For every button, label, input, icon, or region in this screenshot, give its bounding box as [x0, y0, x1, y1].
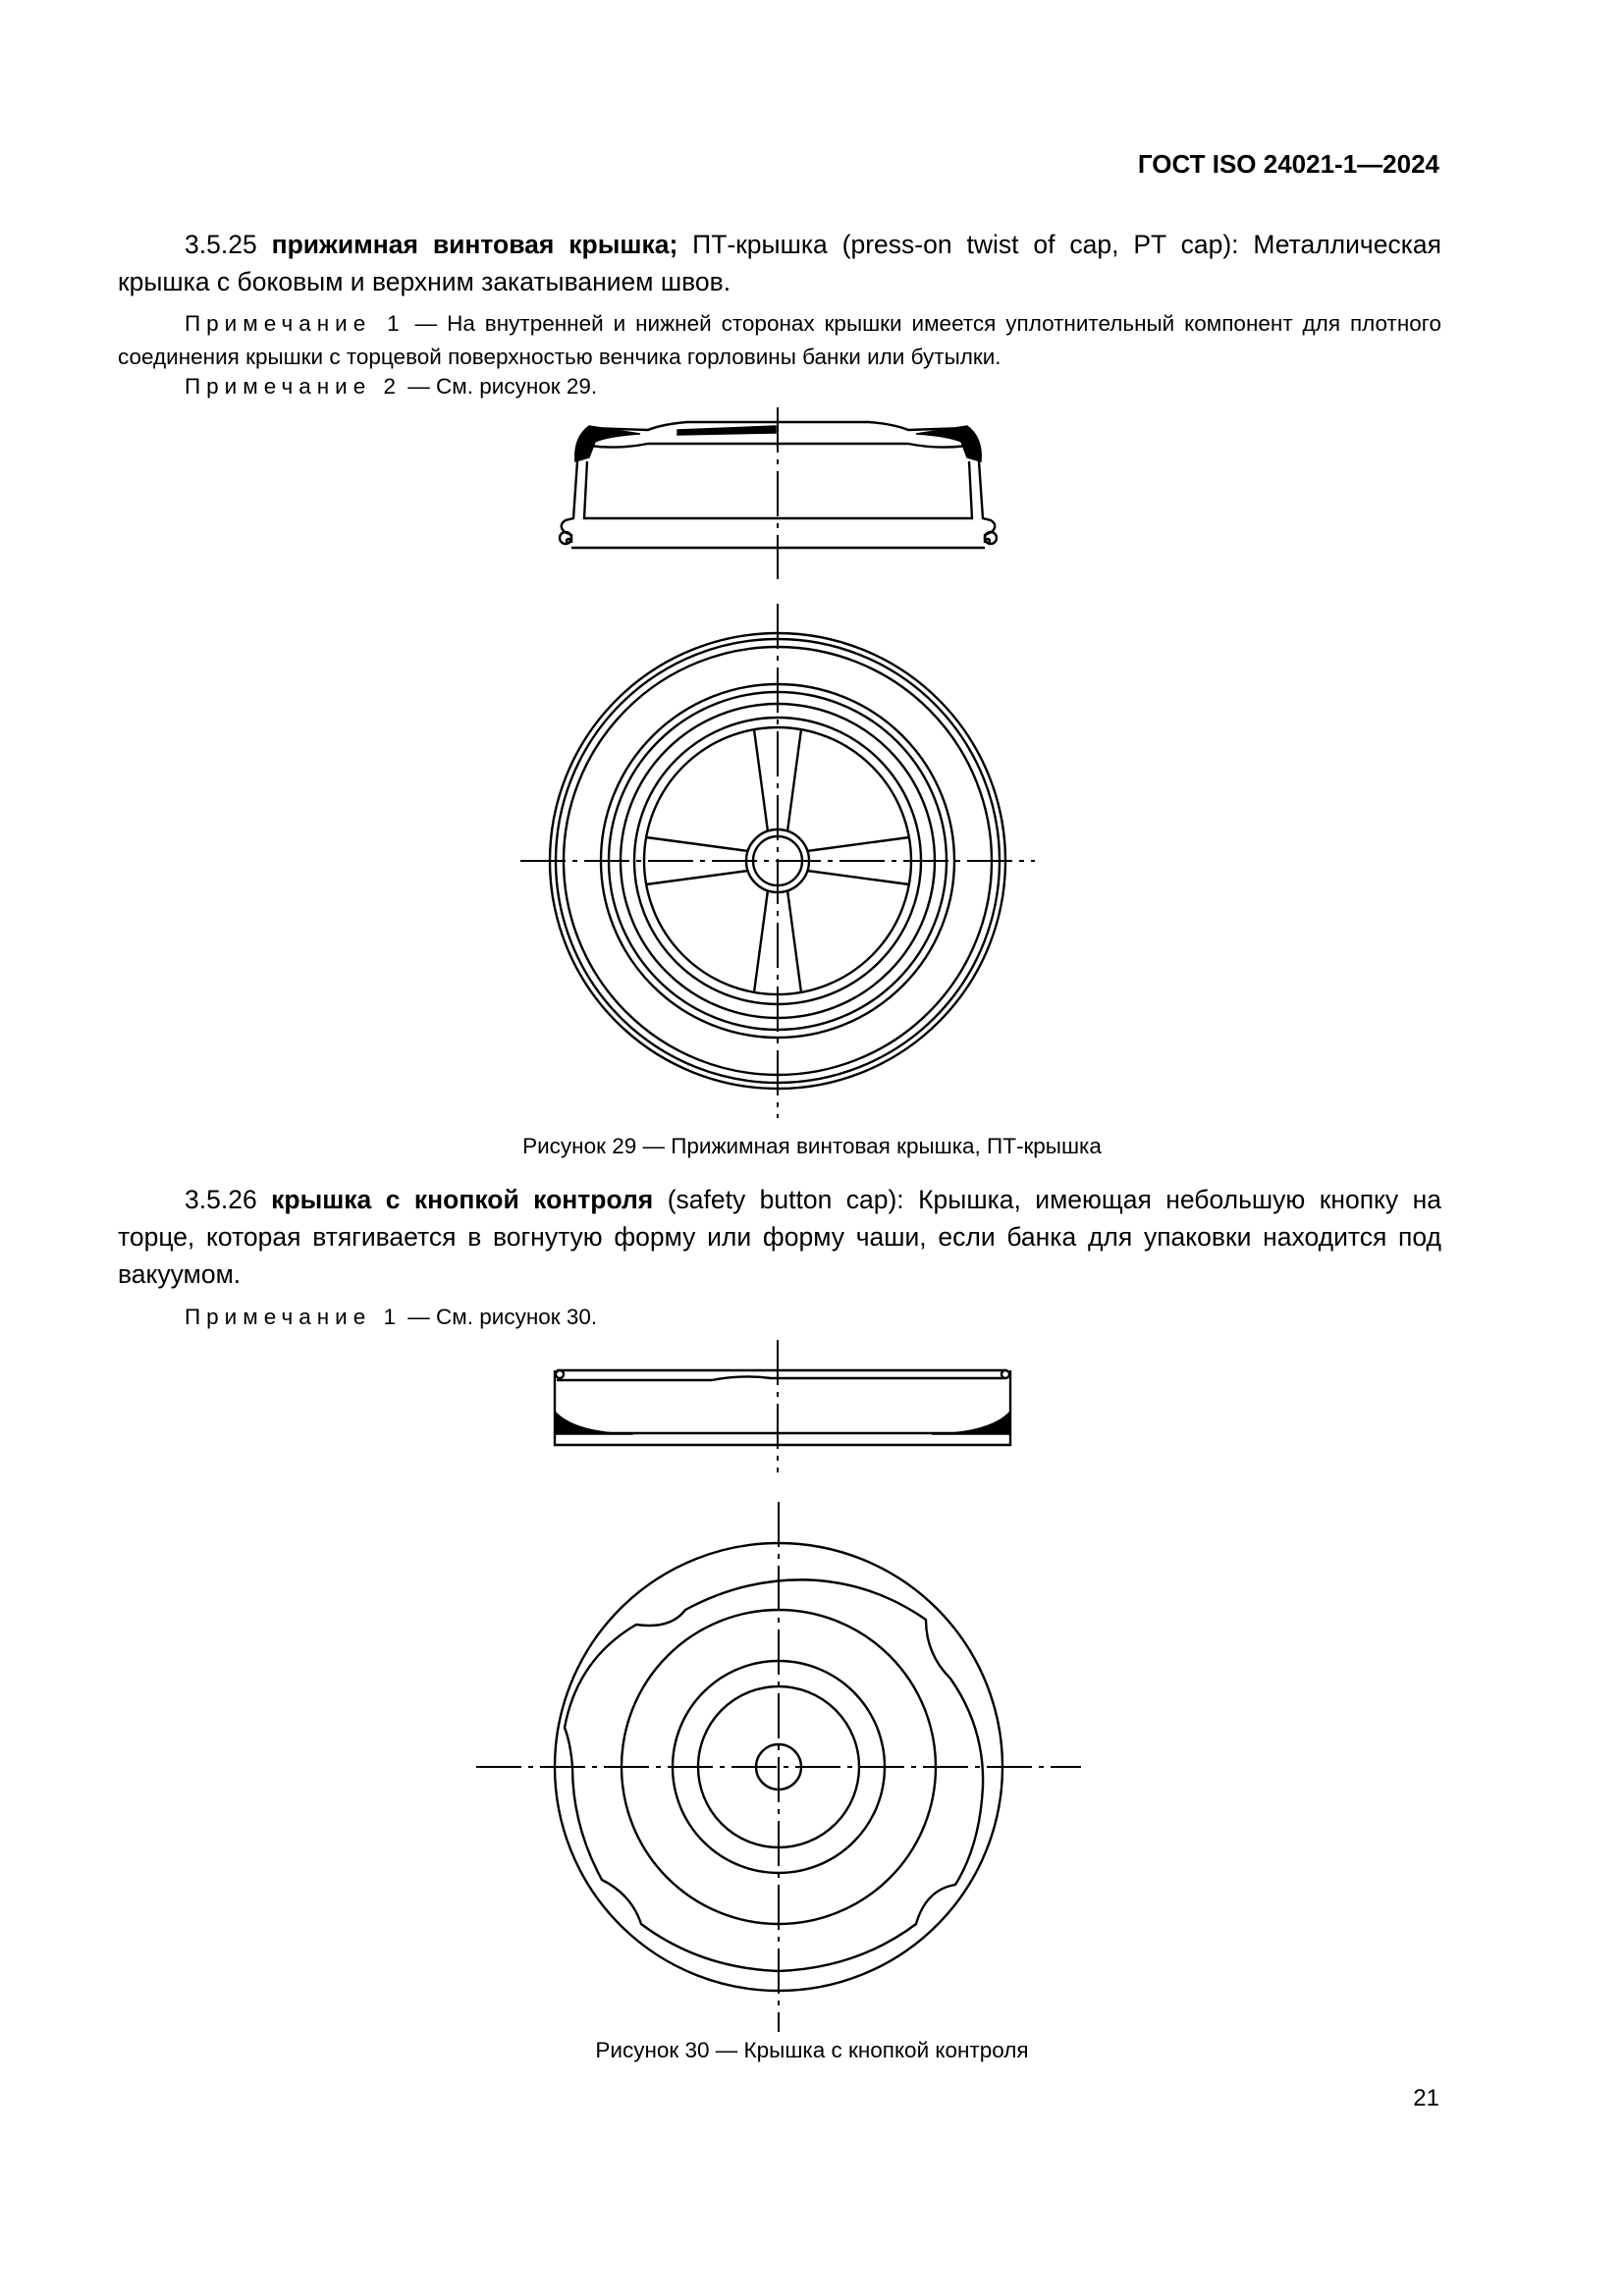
term-definition: ПТ-крышка (press-on twist of cap, PT cap): Металлическая крышка с боковым и верхним закатыванием швов.: [118, 230, 1441, 296]
figure-30-top-view: [476, 1502, 1085, 2052]
figure-30-caption: Рисунок 30 — Крышка с кнопкой контроля: [595, 2038, 1029, 2062]
term-definition: (safety button cap): Крышка, имеющая небольшую кнопку на торце, которая втягивается в вогнутую форму или форму чаши, если банка для упаковки находится под вакуумом.: [118, 1185, 1441, 1289]
note-label: Примечание 1: [185, 1305, 402, 1329]
figure-29-caption: Рисунок 29 — Прижимная винтовая крышка, ПТ-крышка: [522, 1134, 1102, 1158]
term-number: 3.5.26: [185, 1185, 257, 1214]
figure-29-top-view: [520, 604, 1041, 1124]
term-title: крышка с кнопкой контроля: [271, 1185, 654, 1214]
note-2-fig29: [118, 370, 1441, 403]
note-label: Примечание 2: [185, 374, 402, 399]
note-1-fig30: [118, 1301, 1441, 1334]
note-text: — См. рисунок 30.: [407, 1305, 598, 1329]
note-1-fig29: [118, 307, 1441, 374]
note-label: Примечание 1: [185, 311, 406, 336]
page-number: 21: [1413, 2085, 1439, 2111]
note-text: — См. рисунок 29.: [407, 374, 598, 399]
figure-30-side-view: [545, 1335, 1026, 1472]
term-3-5-26: [118, 1181, 1441, 1293]
document-header: ГОСТ ISO 24021-1—2024: [1137, 149, 1439, 179]
term-number: 3.5.25: [185, 230, 257, 259]
term-title: прижимная винтовая крышка;: [271, 230, 678, 259]
note-text: — На внутренней и нижней сторонах крышки имеется уплотнительный компонент для плотного соединения крышки с торцевой поверхностью венчика горловины банки или бутылки.: [118, 311, 1441, 369]
figure-29-side-view: [530, 402, 1041, 579]
term-3-5-25: [118, 226, 1441, 300]
